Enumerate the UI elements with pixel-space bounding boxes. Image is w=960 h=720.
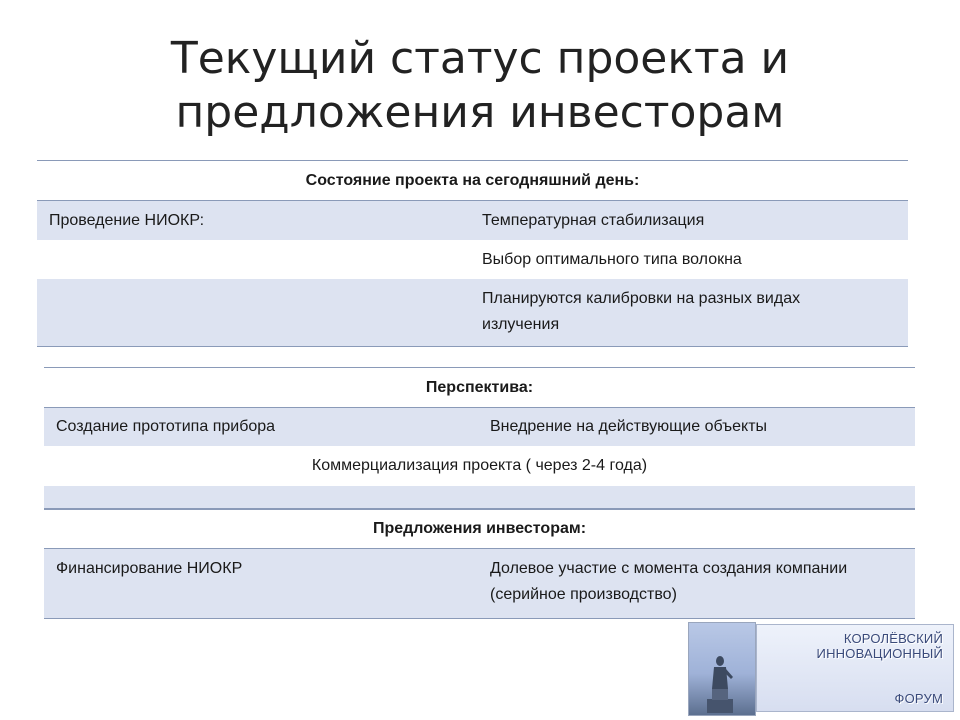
table-cell: Планируются калибровки на разных видах излучения [482,290,801,333]
table-row [44,549,915,618]
monument-photo [688,622,756,716]
table-cell: Проведение НИОКР: [49,211,205,229]
table-cell: Выбор оптимального типа волокна [482,250,742,268]
table-cell: Финансирование НИОКР [56,560,243,577]
table-row [37,201,908,240]
table-row [37,240,908,279]
logo-text [817,631,943,706]
statue-icon [703,653,737,713]
forum-logo [688,622,954,716]
outlook-table [44,367,915,510]
investor-offers-heading: Предложения инвесторам: [44,509,915,549]
table-row [44,446,915,486]
project-status-table [37,160,908,347]
table-row [44,408,915,446]
table-cell: Долевое участие с момента создания компании (серийное производство) [490,560,848,603]
project-status-heading: Состояние проекта на сегодняшний день: [37,161,908,201]
logo-line-2: ИННОВАЦИОННЫЙ [816,646,943,661]
table-cell: Внедрение на действующие объекты [490,418,768,435]
table-cell: Коммерциализация проекта ( через 2-4 года) [311,457,648,474]
slide-title-line-1: Текущий статус проекта и [170,33,790,84]
slide-title-line-2: предложения инвесторам [175,87,785,138]
slide-title [0,32,960,140]
table-cell: Создание прототипа прибора [56,418,276,435]
table-row [37,279,908,346]
table-row-empty [44,486,915,509]
table-cell [37,286,482,346]
table-cell: Температурная стабилизация [482,211,705,229]
logo-line-3: ФОРУМ [894,691,943,706]
logo-line-1: КОРОЛЁВСКИЙ [843,631,943,646]
logo-panel [756,624,954,712]
outlook-heading: Перспектива: [44,368,915,408]
investor-offers-table [44,508,915,619]
